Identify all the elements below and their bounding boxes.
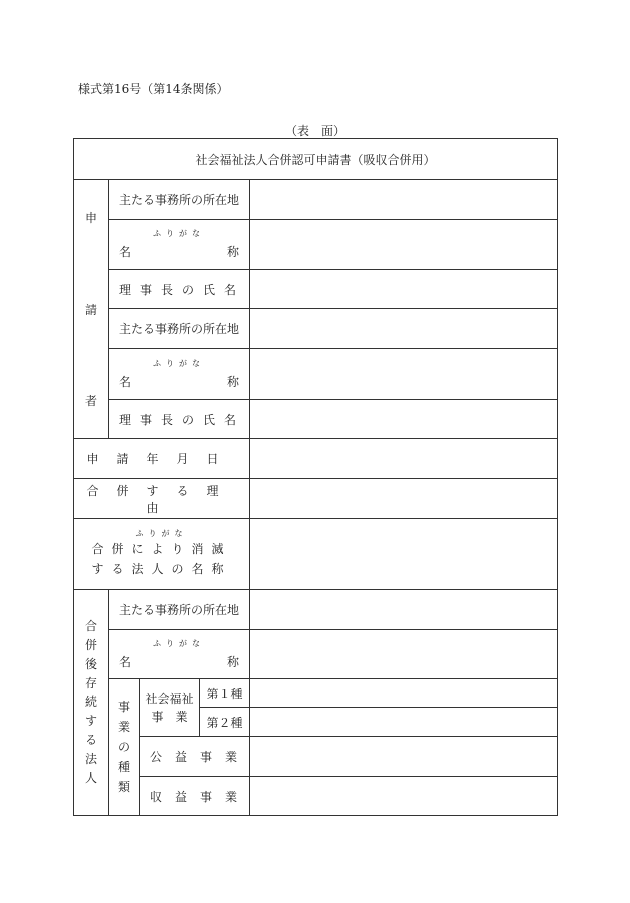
application-date-label: 申請年月日 [74, 439, 250, 479]
applicant1-name-label [109, 220, 250, 270]
applicant1-director-label: 理事長の氏名 [109, 270, 250, 309]
social-welfare-line1: 社会福祉 [145, 691, 194, 706]
surviving-char-2: 併 [84, 638, 97, 652]
applicant-char-2: 請 [84, 302, 97, 317]
applicant1-furigana: ふりがな [153, 229, 205, 238]
surviving-char-4: 存 [84, 676, 97, 690]
surviving-group-label [74, 590, 109, 816]
surviving-char-6: す [84, 714, 97, 728]
applicant2-furigana: ふりがな [153, 358, 205, 368]
dissolved-corp-label [74, 519, 250, 590]
applicant-char-3: 者 [84, 394, 97, 408]
surviving-name-left: 名 [119, 654, 132, 669]
page-side-label: （表 面） [284, 124, 345, 138]
dissolved-line1: 合併により消滅 [91, 542, 232, 556]
surviving-char-8: 法 [84, 752, 97, 766]
applicant2-address-value[interactable] [250, 309, 558, 349]
business-char-3: の [117, 740, 130, 754]
business-type-label [109, 679, 140, 816]
type1-label: 第１種 [200, 679, 250, 708]
type1-value[interactable] [250, 679, 558, 708]
dissolved-line2: する法人の名称 [91, 562, 232, 576]
public-interest-label: 公益事業 [140, 737, 250, 777]
surviving-name-value[interactable] [250, 630, 558, 679]
business-char-1: 事 [117, 700, 130, 714]
applicant2-name-value[interactable] [250, 349, 558, 400]
applicant1-name-value[interactable] [250, 220, 558, 270]
business-char-5: 類 [117, 780, 130, 794]
business-char-4: 種 [117, 760, 130, 774]
merger-reason-label: 合併する理由 [74, 479, 250, 519]
applicant-group-label [74, 180, 109, 439]
applicant1-address-label: 主たる事務所の所在地 [109, 180, 250, 220]
profit-business-label: 収益事業 [140, 777, 250, 816]
application-date-value[interactable] [250, 439, 558, 479]
surviving-char-3: 後 [84, 657, 97, 671]
applicant2-name-label [109, 349, 250, 400]
applicant1-name-left: 名 [119, 245, 132, 259]
applicant2-director-value[interactable] [250, 400, 558, 439]
applicant-char-1: 申 [84, 211, 97, 225]
applicant2-director-label: 理事長の氏名 [109, 400, 250, 439]
applicant2-name-left: 名 [119, 374, 132, 389]
form-title: 社会福祉法人合併認可申請書（吸収合併用） [74, 139, 558, 180]
business-char-2: 業 [117, 720, 130, 734]
applicant1-director-value[interactable] [250, 270, 558, 309]
type2-value[interactable] [250, 708, 558, 737]
public-interest-value[interactable] [250, 737, 558, 777]
social-welfare-line2: 事 業 [151, 709, 188, 724]
surviving-address-label: 主たる事務所の所在地 [109, 590, 250, 630]
dissolved-corp-value[interactable] [250, 519, 558, 590]
surviving-char-7: る [84, 733, 97, 747]
applicant2-name-right: 称 [226, 374, 239, 389]
surviving-char-9: 人 [84, 771, 97, 785]
surviving-name-label [109, 630, 250, 679]
dissolved-furigana: ふりがな [135, 529, 188, 538]
applicant2-address-label: 主たる事務所の所在地 [109, 309, 250, 349]
merger-reason-value[interactable] [250, 479, 558, 519]
applicant1-name-right: 称 [226, 245, 239, 259]
surviving-char-5: 続 [84, 695, 97, 709]
application-form-table [73, 138, 558, 816]
form-number: 様式第16号（第14条関係） [78, 82, 229, 96]
surviving-char-1: 合 [84, 619, 97, 633]
surviving-address-value[interactable] [250, 590, 558, 630]
surviving-name-right: 称 [226, 654, 239, 669]
type2-label: 第２種 [200, 708, 250, 737]
applicant1-address-value[interactable] [250, 180, 558, 220]
profit-business-value[interactable] [250, 777, 558, 816]
social-welfare-label [140, 679, 200, 737]
surviving-furigana: ふりがな [153, 638, 205, 648]
